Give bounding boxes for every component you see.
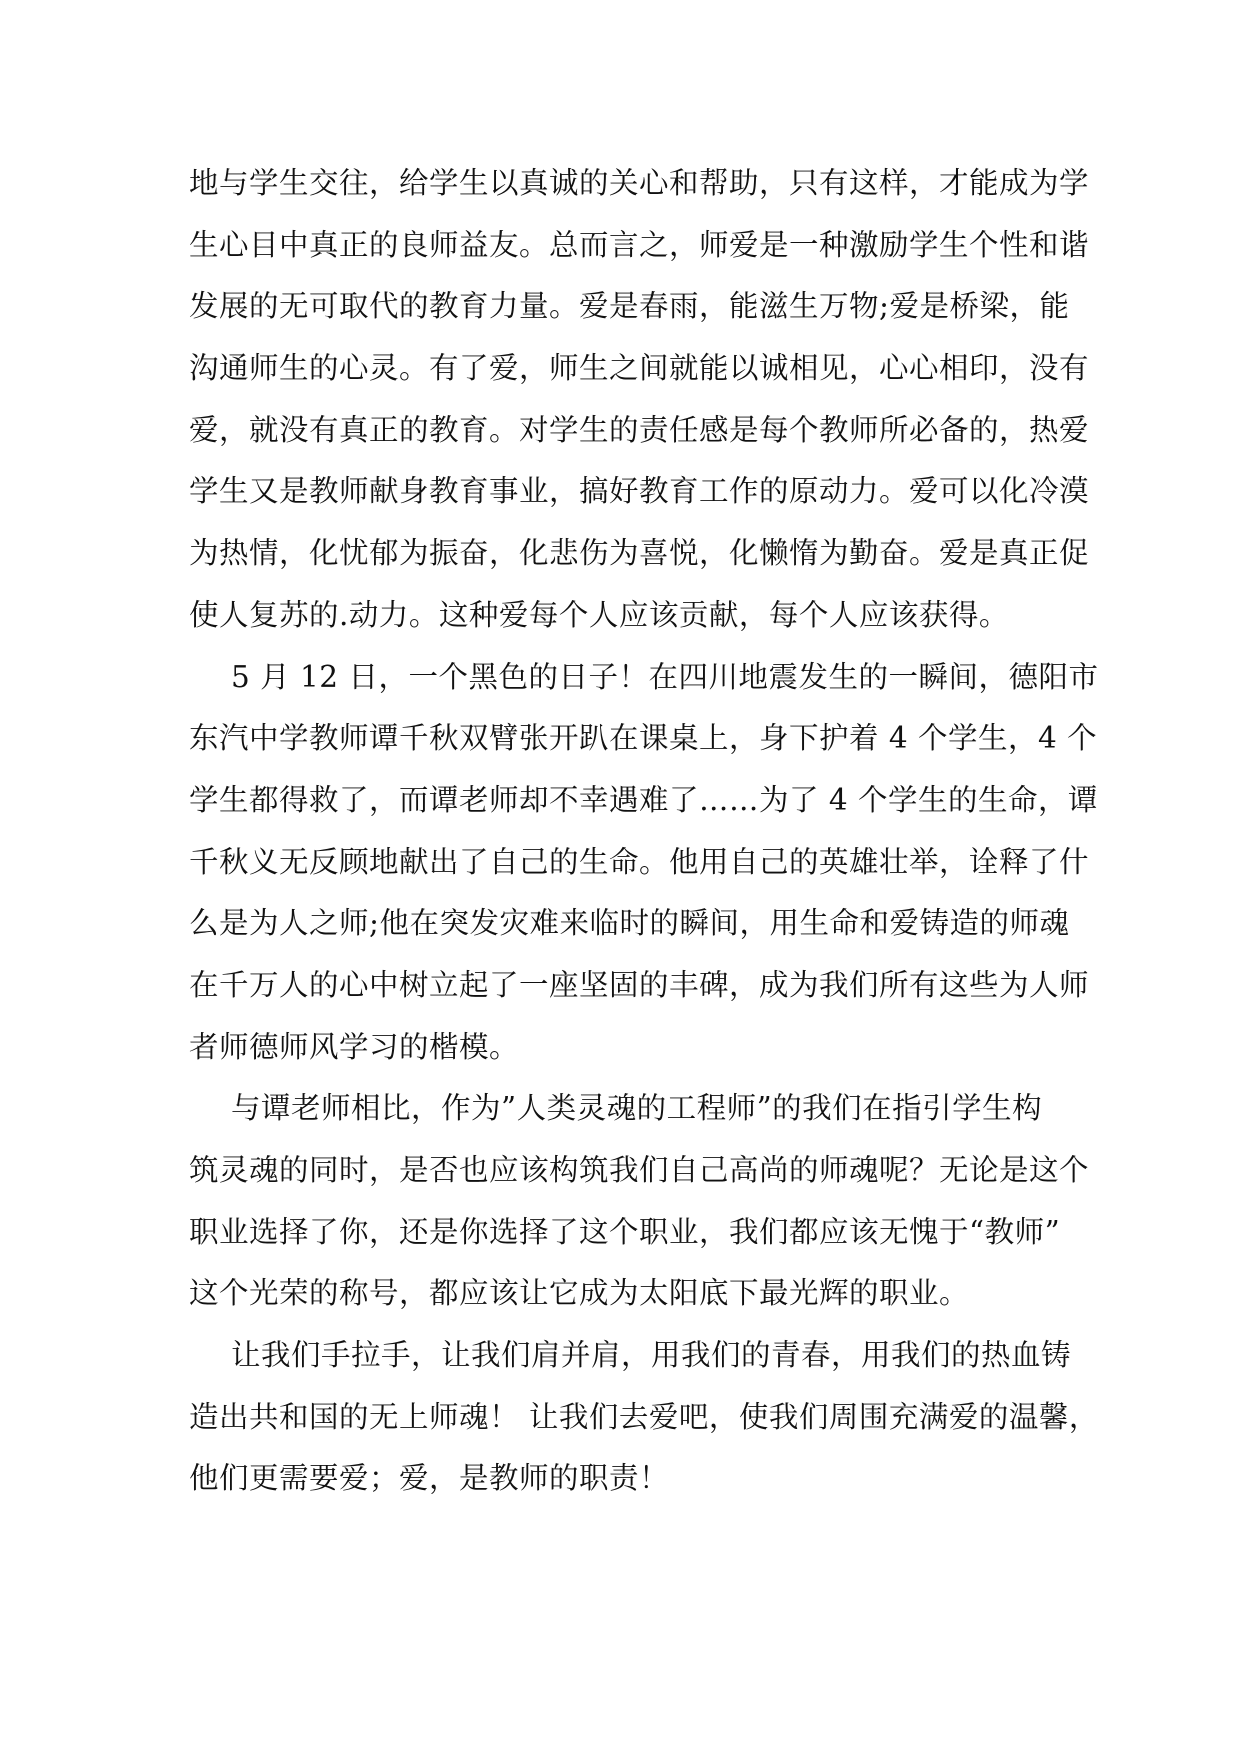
text-line: 爱，就没有真正的教育。对学生的责任感是每个教师所必备的，热爱 xyxy=(189,412,1090,447)
text-line: 为热情，化忧郁为振奋，化悲伤为喜悦，化懒惰为勤奋。爱是真正促 xyxy=(189,536,1090,571)
paragraph-first-line: 让我们手拉手，让我们肩并肩，用我们的青春，用我们的热血铸 xyxy=(231,1338,1072,1373)
text-line: 学生又是教师献身教育事业，搞好教育工作的原动力。爱可以化冷漠 xyxy=(189,474,1090,509)
text-line: 学生都得救了，而谭老师却不幸遇难了……为了 4 个学生的生命，谭 xyxy=(189,782,1099,817)
text-line: 造出共和国的无上师魂！ 让我们去爱吧，使我们周围充满爱的温馨， xyxy=(189,1399,1099,1434)
document-body-text xyxy=(189,153,1099,1510)
paragraph-first-line: 与谭老师相比，作为”人类灵魂的工程师”的我们在指引学生构 xyxy=(231,1091,1043,1126)
text-line: 筑灵魂的同时，是否也应该构筑我们自己高尚的师魂呢？无论是这个 xyxy=(189,1153,1090,1187)
text-line: 职业选择了你，还是你选择了这个职业，我们都应该无愧于“教师” xyxy=(189,1214,1061,1249)
text-line: 使人复苏的.动力。这种爱每个人应该贡献，每个人应该获得。 xyxy=(189,597,1009,632)
text-line: 这个光荣的称号，都应该让它成为太阳底下最光辉的职业。 xyxy=(189,1276,970,1311)
text-line: 他们更需要爱；爱，是教师的职责！ xyxy=(189,1461,670,1496)
text-line: 地与学生交往，给学生以真诚的关心和帮助，只有这样，才能成为学 xyxy=(189,166,1090,200)
text-line: 沟通师生的心灵。有了爱，师生之间就能以诚相见，心心相印，没有 xyxy=(189,351,1090,386)
text-line: 么是为人之师;他在突发灾难来临时的瞬间，用生命和爱铸造的师魂 xyxy=(189,906,1070,941)
text-line: 生心目中真正的良师益友。总而言之，师爱是一种激励学生个性和谐 xyxy=(189,227,1090,262)
text-line: 发展的无可取代的教育力量。爱是春雨，能滋生万物;爱是桥梁，能 xyxy=(189,289,1070,324)
text-line: 千秋义无反顾地献出了自己的生命。他用自己的英雄壮举，诠释了什 xyxy=(189,844,1090,879)
text-line: 东汽中学教师谭千秋双臂张开趴在课桌上，身下护着 4 个学生，4 个 xyxy=(189,721,1098,756)
text-line: 者师德师风学习的楷模。 xyxy=(189,1029,520,1064)
text-line: 在千万人的心中树立起了一座坚固的丰碑，成为我们所有这些为人师 xyxy=(189,967,1090,1002)
paragraph-first-line: 5 月 12 日，一个黑色的日子！在四川地震发生的一瞬间，德阳市 xyxy=(231,659,1099,694)
